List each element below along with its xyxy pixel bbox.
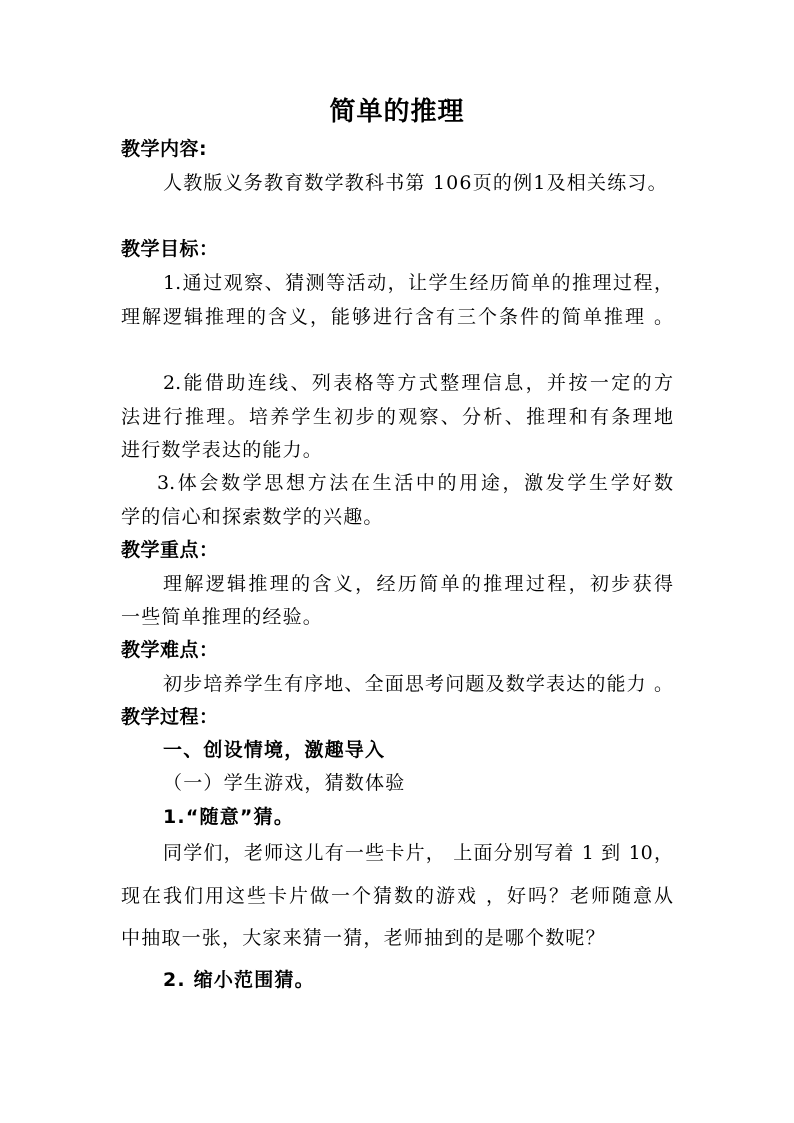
difficulties-heading: 教学难点： xyxy=(121,639,219,661)
subsection-1-heading: （一）学生游戏，猜数体验 xyxy=(163,772,406,794)
key-points-line-2: 一些简单推理的经验。 xyxy=(121,606,324,628)
paragraph-line-2: 现在我们用这些卡片做一个猜数的游戏 ，好吗？老师随意从 xyxy=(121,885,673,907)
goal-2-line-1: 2.能借助连线、列表格等方式整理信息，并按一定的方 xyxy=(163,372,673,394)
goals-heading: 教学目标： xyxy=(121,238,219,260)
goal-1-line-2: 理解逻辑推理的含义，能够进行含有三个条件的简单推理 。 xyxy=(121,306,673,328)
paragraph-line-1: 同学们，老师这儿有一些卡片， 上面分别写着 1 到 10， xyxy=(163,842,673,864)
step-2-heading: 2. 缩小范围猜。 xyxy=(163,969,315,991)
key-points-line-1: 理解逻辑推理的含义，经历简单的推理过程，初步获得 xyxy=(163,573,673,595)
process-heading: 教学过程： xyxy=(121,706,219,728)
document-title: 简单的推理 xyxy=(329,97,465,127)
goal-2-line-2: 法进行推理。培养学生初步的观察、分析、推理和有条理地 xyxy=(121,406,673,428)
key-points-heading: 教学重点： xyxy=(121,539,219,561)
step-1-heading: 1.“随意”猜。 xyxy=(163,806,295,828)
content-heading: 教学内容: xyxy=(121,138,208,160)
goal-2-line-3: 进行数学表达的能力。 xyxy=(121,439,324,461)
paragraph-line-3: 中抽取一张，大家来猜一猜，老师抽到的是哪个数呢？ xyxy=(121,927,606,949)
goal-1-line-1: 1.通过观察、猜测等活动，让学生经历简单的推理过程， xyxy=(163,272,673,294)
section-1-heading: 一、创设情境，激趣导入 xyxy=(163,739,386,761)
goal-3-line-2: 学的信心和探索数学的兴趣。 xyxy=(121,506,384,528)
goal-3-line-1: 3.体会数学思想方法在生活中的用途，激发学生学好数 xyxy=(157,472,673,494)
content-text: 人教版义务教育数学教科书第 106页的例1及相关练习。 xyxy=(163,172,668,194)
difficulties-text: 初步培养学生有序地、全面思考问题及数学表达的能力 。 xyxy=(163,673,673,695)
